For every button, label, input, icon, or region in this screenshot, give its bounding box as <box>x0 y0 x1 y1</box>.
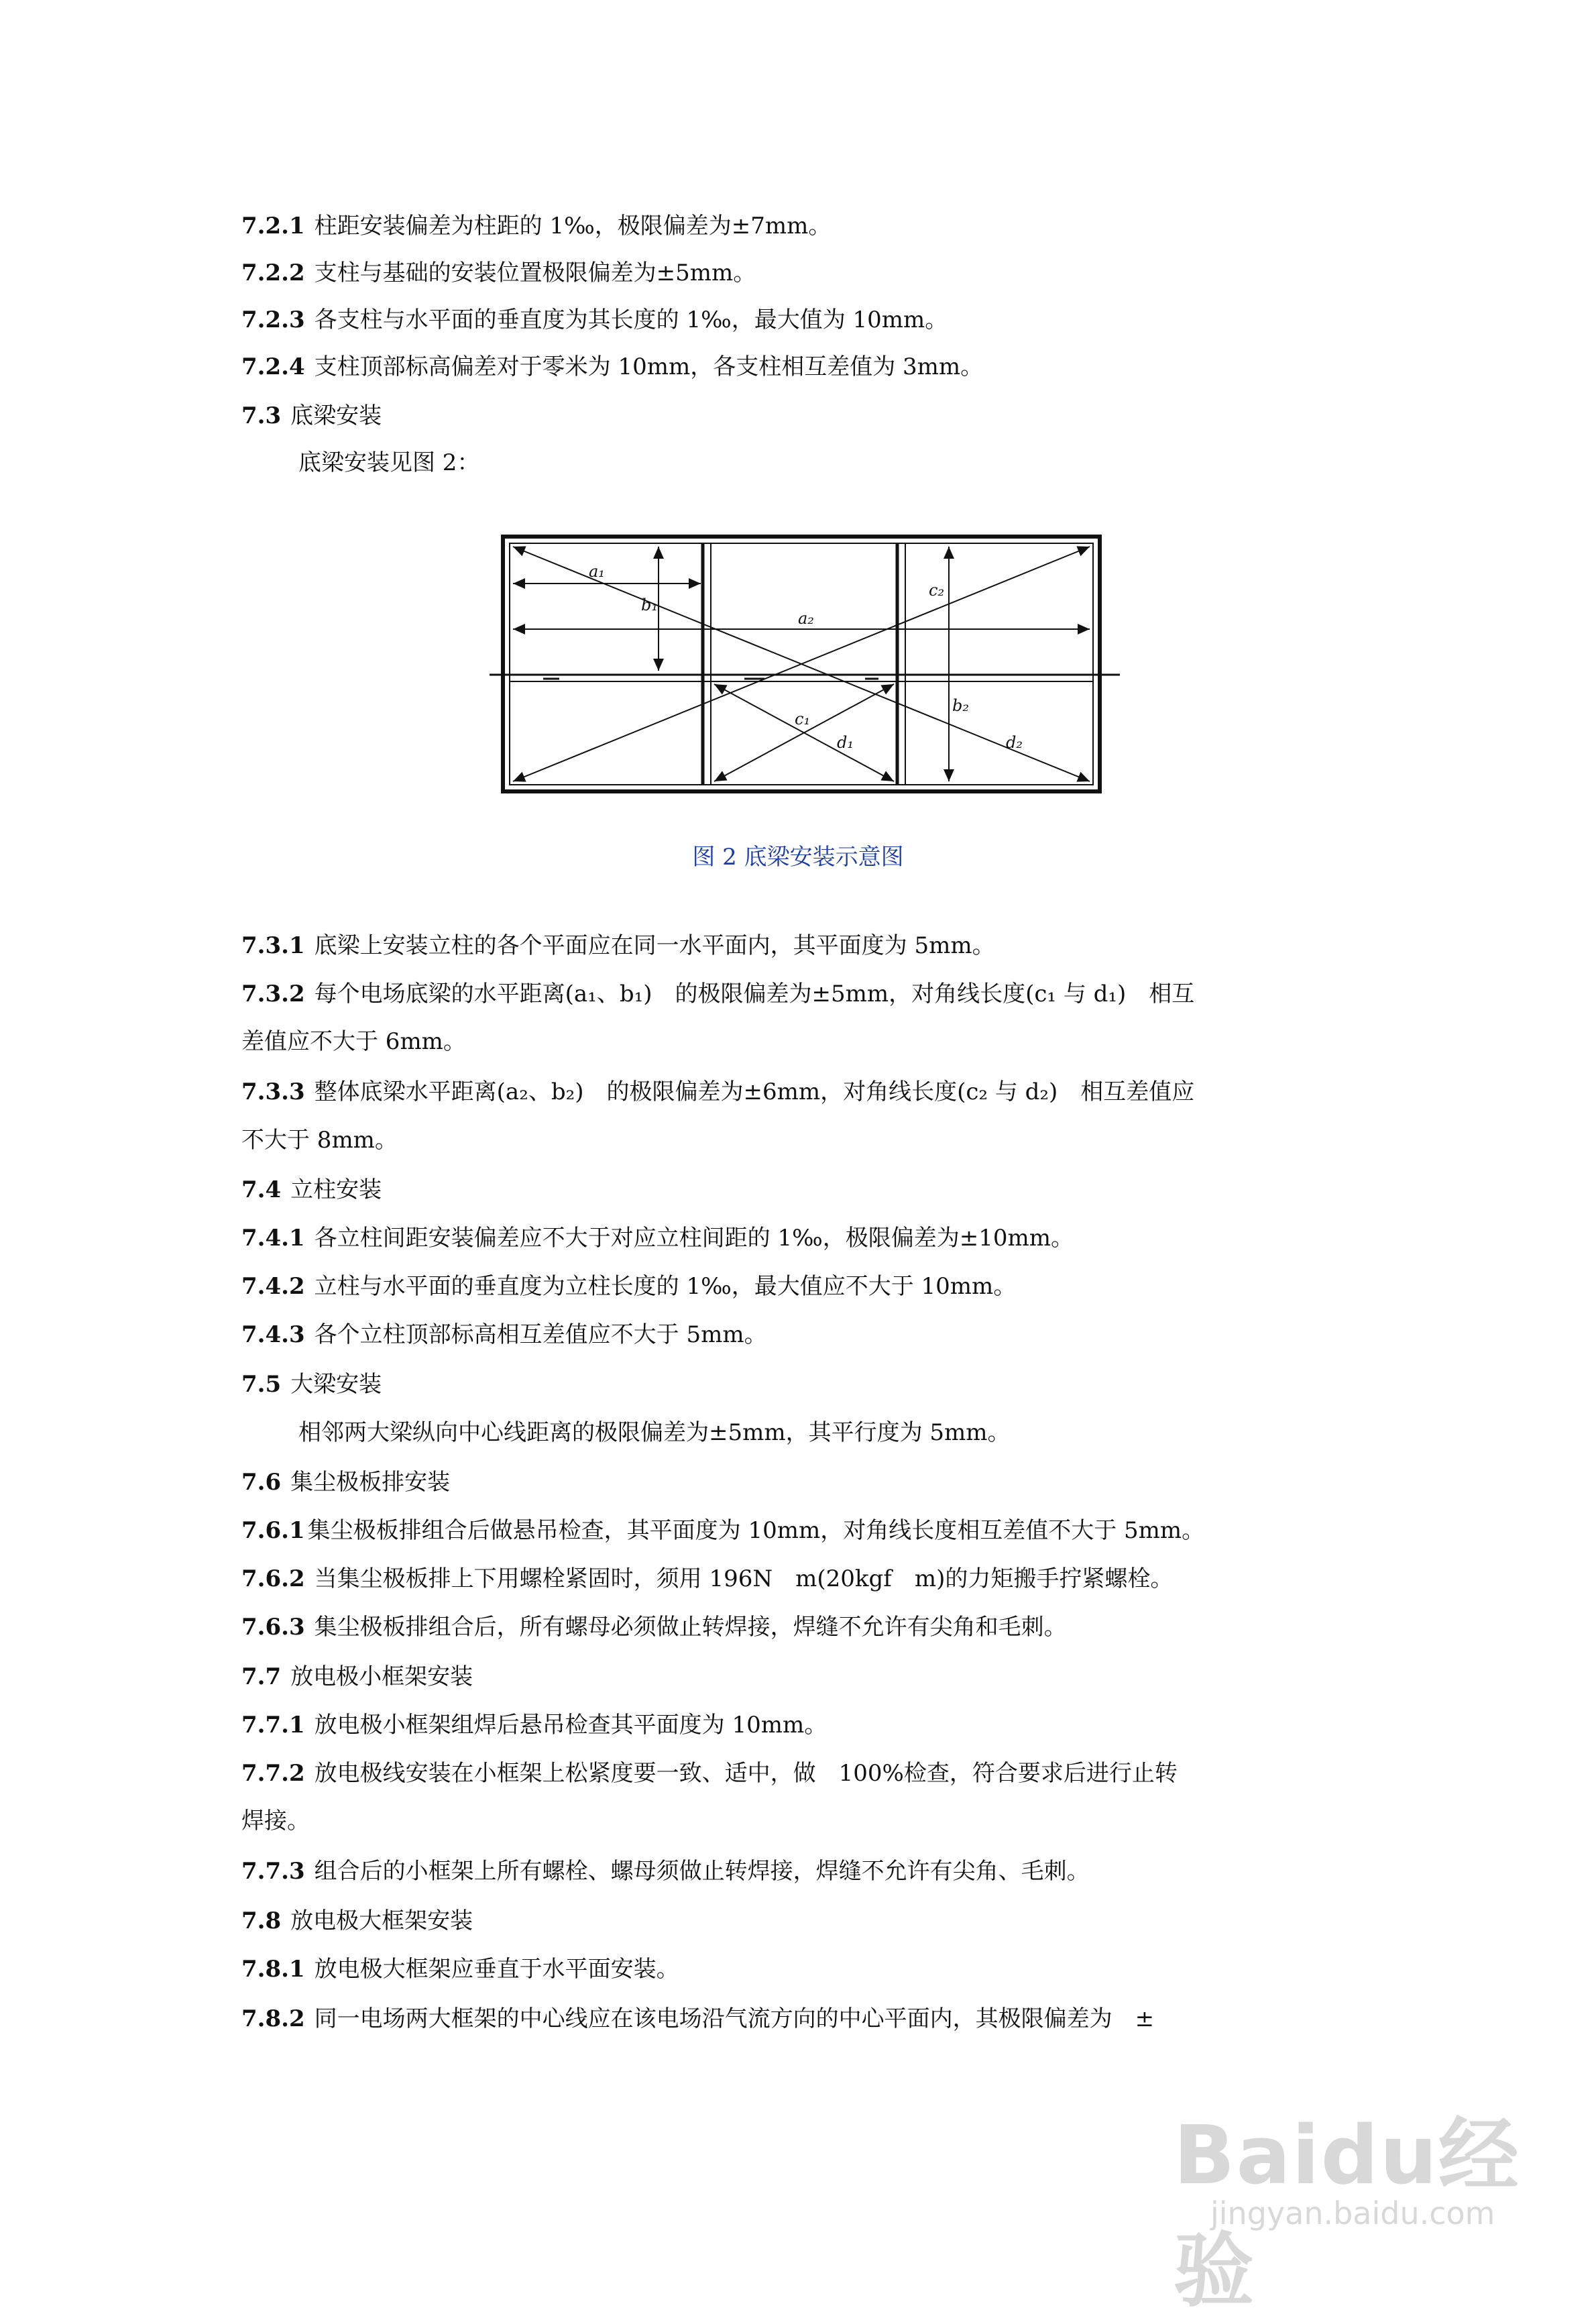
figure-caption: 图 2 底梁安装示意图 <box>692 844 904 871</box>
label-c1: c₁ <box>795 710 811 728</box>
clause-7-3-3: 7.3.3 整体底梁水平距离(a₂、b₂) 的极限偏差为±6mm，对角线长度(c₂ 与 d₂) 相互差值应 <box>241 1079 1195 1105</box>
clause-7-8-2: 7.8.2 同一电场两大框架的中心线应在该电场沿气流方向的中心平面内，其极限偏差为 ± <box>241 2005 1155 2032</box>
clause-7-7-1: 7.7.1 放电极小框架组焊后悬吊检查其平面度为 10mm。 <box>241 1712 828 1738</box>
clause-7-6-1: 7.6.1 集尘极板排组合后做悬吊检查，其平面度为 10mm，对角线长度相互差值不大于 5mm。 <box>241 1517 1205 1544</box>
baidu-watermark <box>1174 2078 1576 2318</box>
clause-7-2-3: 7.2.3 各支柱与水平面的垂直度为其长度的 1‰，最大值为 10mm。 <box>241 307 948 333</box>
clause-7-2-2: 7.2.2 支柱与基础的安装位置极限偏差为±5mm。 <box>241 260 756 286</box>
clause-7-4-3: 7.4.3 各个立柱顶部标高相互差值应不大于 5mm。 <box>241 1321 767 1348</box>
paragraph-figure-ref: 底梁安装见图 2： <box>298 449 480 476</box>
clause-7-3-1: 7.3.1 底梁上安装立柱的各个平面应在同一水平面内，其平面度为 5mm。 <box>241 932 995 959</box>
clause-7-6-3: 7.6.3 集尘极板排组合后，所有螺母必须做止转焊接，焊缝不允许有尖角和毛刺。 <box>241 1614 1067 1641</box>
section-7-7: 7.7 放电极小框架安装 <box>241 1663 473 1690</box>
label-a2: a₂ <box>798 609 814 628</box>
clause-7-3-3-cont: 不大于 8mm。 <box>241 1127 398 1154</box>
clause-7-4-2: 7.4.2 立柱与水平面的垂直度为立柱长度的 1‰，最大值应不大于 10mm。 <box>241 1273 1017 1300</box>
paragraph-7-5: 相邻两大梁纵向中心线距离的极限偏差为±5mm，其平行度为 5mm。 <box>298 1419 1011 1446</box>
clause-7-7-2: 7.7.2 放电极线安装在小框架上松紧度要一致、适中，做 100%检查，符合要求后进行止转 <box>241 1760 1178 1787</box>
label-d1: d₁ <box>837 733 854 752</box>
watermark-logo-text: Baidu经验 <box>1174 2109 1520 2318</box>
section-7-3: 7.3 底梁安装 <box>241 402 382 429</box>
section-7-8: 7.8 放电极大框架安装 <box>241 1908 473 1934</box>
clause-7-3-2-cont: 差值应不大于 6mm。 <box>241 1028 466 1055</box>
watermark-url: jingyan.baidu.com <box>1210 2195 1495 2231</box>
label-d2: d₂ <box>1006 733 1023 752</box>
section-7-6: 7.6 集尘极板排安装 <box>241 1469 451 1496</box>
clause-7-2-4: 7.2.4 支柱顶部标高偏差对于零米为 10mm，各支柱相互差值为 3mm。 <box>241 353 984 380</box>
clause-7-7-3: 7.7.3 组合后的小框架上所有螺栓、螺母须做止转焊接，焊缝不允许有尖角、毛刺。 <box>241 1858 1090 1885</box>
clause-7-3-2: 7.3.2 每个电场底梁的水平距离(a₁、b₁) 的极限偏差为±5mm，对角线长度(c₁ 与 d₁) 相互 <box>241 981 1195 1007</box>
clause-7-7-2-cont: 焊接。 <box>241 1808 310 1834</box>
clause-7-2-1: 7.2.1 柱距安装偏差为柱距的 1‰，极限偏差为±7mm。 <box>241 213 832 239</box>
clause-7-6-2: 7.6.2 当集尘极板排上下用螺栓紧固时，须用 196N m(20kgf m)的力矩搬手拧紧螺栓。 <box>241 1565 1174 1592</box>
label-b2: b₂ <box>952 696 969 715</box>
bottom-beam-diagram <box>490 516 1120 812</box>
section-7-5: 7.5 大梁安装 <box>241 1371 382 1398</box>
section-7-4: 7.4 立柱安装 <box>241 1176 382 1203</box>
label-b1: b₁ <box>641 596 658 614</box>
clause-7-4-1: 7.4.1 各立柱间距安装偏差应不大于对应立柱间距的 1‰，极限偏差为±10mm。 <box>241 1225 1074 1252</box>
label-c2: c₂ <box>929 581 945 600</box>
clause-7-8-1: 7.8.1 放电极大框架应垂直于水平面安装。 <box>241 1956 679 1983</box>
label-a1: a₁ <box>589 562 605 581</box>
